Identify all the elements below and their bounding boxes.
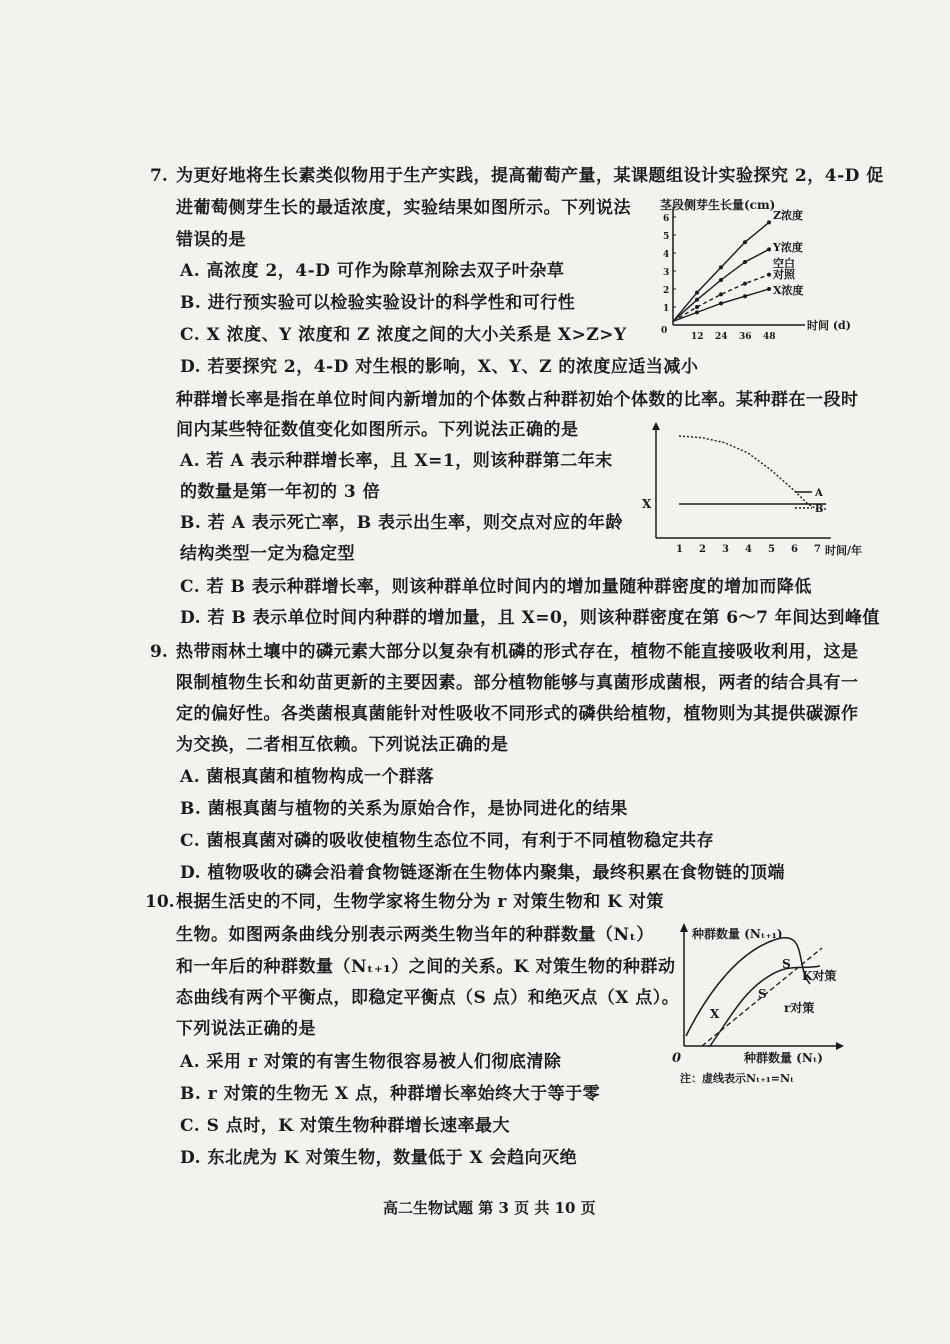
q10-y-label: 种群数量 (Nₜ₊₁) (692, 927, 783, 941)
q7-data-point (743, 294, 747, 298)
q10-point-x: X (710, 1007, 720, 1021)
q10-plot-area (672, 923, 844, 1085)
q7-series-line (673, 222, 769, 321)
q7-growth-chart (655, 195, 855, 345)
q9-option-d: D. 植物吸收的磷会沿着食物链逐渐在生物体内聚集，最终积累在食物链的顶端 (180, 863, 785, 883)
q9-stem-line3: 定的偏好性。各类菌根真菌能针对性吸收不同形式的磷供给植物，植物则为其提供碳源作 (176, 704, 859, 724)
q7-stem-line1: 为更好地将生长素类似物用于生产实践，提高葡萄产量，某课题组设计实验探究 2，4-D 促 (176, 166, 884, 186)
q7-data-point (695, 310, 699, 314)
q7-data-point (743, 260, 747, 264)
q7-origin: 0 (661, 326, 668, 336)
q10-stem-line3: 和一年后的种群数量（Nₜ₊₁）之间的关系。K 对策生物的种群动 (176, 957, 676, 977)
q10-series-r (686, 938, 810, 1036)
q7-option-c: C. X 浓度、Y 浓度和 Z 浓度之间的大小关系是 X>Z>Y (180, 325, 627, 345)
q7-label-y: Y浓度 (773, 241, 803, 254)
q8-plot-area (642, 422, 862, 557)
q7-y-tick: 1 (663, 304, 670, 314)
q8-option-b-cont: 结构类型一定为稳定型 (180, 544, 355, 564)
q10-number: 10. (145, 892, 175, 912)
q7-label-z: Z浓度 (773, 208, 804, 222)
q7-data-point (719, 292, 723, 296)
q8-x-tick: 1 (676, 544, 683, 555)
q8-x-label: 时间/年 (825, 544, 863, 557)
q7-x-tick: 36 (739, 332, 752, 342)
q7-option-d: D. 若要探究 2，4-D 对生根的影响，X、Y、Z 的浓度应适当减小 (180, 357, 699, 377)
q7-stem-line2: 进葡萄侧芽生长的最适浓度，实验结果如图所示。下列说法 (176, 198, 631, 218)
q7-data-point (767, 220, 771, 224)
q7-x-tick: 48 (763, 332, 776, 342)
q7-x-label: 时间 (d) (807, 319, 851, 332)
q8-option-b: B. 若 A 表示死亡率，B 表示出生率，则交点对应的年龄 (180, 513, 624, 533)
q8-x-tick: 6 (791, 544, 798, 555)
q10-series-label-k: K对策 (802, 969, 837, 983)
q7-option-b: B. 进行预实验可以检验实验设计的科学性和可行性 (180, 293, 576, 313)
q7-data-point (743, 240, 747, 244)
q10-option-a: A. 采用 r 对策的有害生物很容易被人们彻底清除 (180, 1052, 562, 1072)
q8-option-d: D. 若 B 表示单位时间内种群的增加量，且 X=0，则该种群密度在第 6～7 年间达到峰值 (180, 608, 880, 628)
q10-stem-line5: 下列说法正确的是 (176, 1019, 316, 1039)
q8-trend-chart (640, 420, 863, 565)
q10-x-arrow (836, 1042, 844, 1050)
q8-legend-a: A (815, 488, 823, 499)
q7-data-point (767, 273, 771, 277)
q7-data-point (743, 282, 747, 286)
q8-legend-b: B (815, 504, 824, 515)
q9-stem-line1: 热带雨林土壤中的磷元素大部分以复杂有机磷的形式存在，植物不能直接吸收利用，这是 (176, 642, 859, 662)
q10-point-s-k: S (758, 987, 767, 1001)
q10-note: 注：虚线表示Nₜ₊₁=Nₜ (680, 1072, 795, 1085)
q8-x-tick: 5 (768, 544, 775, 555)
q7-series-line (673, 249, 769, 321)
q7-data-point (767, 287, 771, 291)
q7-data-point (695, 298, 699, 302)
q7-data-point (695, 291, 699, 295)
q7-y-tick: 2 (663, 286, 670, 296)
q8-y-marker: X (642, 497, 652, 511)
q10-series-label-r: r对策 (784, 1001, 815, 1015)
q8-stem-line1: 种群增长率是指在单位时间内新增加的个体数占种群初始个体数的比率。某种群在一段时 (176, 390, 859, 410)
q9-stem-line4: 为交换，二者相互依赖。下列说法正确的是 (176, 735, 509, 755)
q10-y-arrow (680, 923, 688, 932)
q7-stem-line3: 错误的是 (176, 230, 246, 250)
q7-y-tick: 3 (663, 268, 670, 278)
q7-label-control2: 对照 (773, 268, 795, 281)
q8-x-tick: 7 (814, 544, 821, 555)
q7-y-tick: 5 (663, 232, 670, 242)
page-footer: 高二生物试题 第 3 页 共 10 页 (383, 1199, 596, 1217)
q7-plot-area (661, 208, 851, 342)
q7-data-point (719, 301, 723, 305)
q7-data-point (719, 278, 723, 282)
q10-option-d: D. 东北虎为 K 对策生物，数量低于 X 会趋向灭绝 (180, 1148, 578, 1168)
q8-x-tick: 4 (745, 544, 752, 555)
q8-stem-line2: 间内某些特征数值变化如图所示。下列说法正确的是 (176, 420, 579, 440)
q10-point-s-r: S (782, 957, 791, 971)
q10-option-c: C. S 点时，K 对策生物种群增长速率最大 (180, 1116, 510, 1136)
q8-option-a-cont: 的数量是第一年初的 3 倍 (180, 482, 381, 502)
q9-number: 9. (150, 642, 168, 662)
q8-x-tick: 3 (722, 544, 729, 555)
q10-stem-line1: 根据生活史的不同，生物学家将生物分为 r 对策生物和 K 对策 (176, 892, 664, 912)
q9-stem-line2: 限制植物生长和幼苗更新的主要因素。部分植物能够与真菌形成菌根，两者的结合具有一 (176, 673, 859, 693)
q8-y-arrow (652, 422, 660, 430)
q8-option-c: C. 若 B 表示种群增长率，则该种群单位时间内的增加量随种群密度的增加而降低 (180, 577, 812, 597)
q7-label-control1: 空白 (773, 257, 795, 271)
q8-x-tick: 2 (699, 544, 706, 555)
q10-option-b: B. r 对策的生物无 X 点，种群增长率始终大于等于零 (180, 1084, 601, 1104)
q9-option-c: C. 菌根真菌对磷的吸收使植物生态位不同，有利于不同植物稳定共存 (180, 831, 715, 851)
q7-y-tick: 6 (663, 214, 670, 224)
q8-series-B (679, 436, 826, 509)
q9-option-a: A. 菌根真菌和植物构成一个群落 (180, 767, 435, 787)
q10-x-label: 种群数量 (Nₜ) (744, 1051, 823, 1065)
q7-data-point (767, 247, 771, 251)
q10-stem-line2: 生物。如图两条曲线分别表示两类生物当年的种群数量（Nₜ） (176, 925, 654, 945)
q7-chart-title: 茎段侧芽生长量(cm) (660, 198, 776, 212)
q10-population-chart (670, 918, 870, 1098)
q7-y-tick: 4 (663, 250, 670, 260)
q7-data-point (695, 305, 699, 309)
q7-x-tick: 24 (715, 332, 728, 342)
q7-number: 7. (150, 166, 168, 186)
q7-label-x: X浓度 (773, 284, 804, 298)
q7-x-tick: 12 (691, 332, 704, 342)
q10-origin: 0 (672, 1051, 682, 1066)
q7-data-point (719, 265, 723, 269)
q10-stem-line4: 态曲线有两个平衡点，即稳定平衡点（S 点）和绝灭点（X 点）。 (176, 988, 680, 1008)
q8-option-a: A. 若 A 表示种群增长率，且 X=1，则该种群第二年末 (180, 451, 613, 471)
q7-option-a: A. 高浓度 2，4-D 可作为除草剂除去双子叶杂草 (180, 261, 565, 281)
q9-option-b: B. 菌根真菌与植物的关系为原始合作，是协同进化的结果 (180, 799, 628, 819)
